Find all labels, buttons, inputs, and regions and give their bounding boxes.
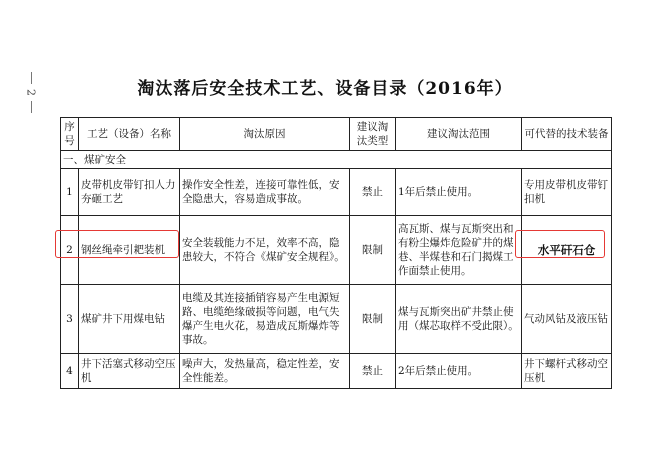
row-reason: 安全装载能力不足，效率不高，隐患较大，不符合《煤矿安全规程》。 xyxy=(180,216,350,285)
row-index: 1 xyxy=(61,169,79,216)
row-type: 限制 xyxy=(350,216,396,285)
row-name: 皮带机皮带钉扣人力夯砸工艺 xyxy=(79,169,180,216)
row-name: 井下活塞式移动空压机 xyxy=(79,354,180,389)
row-index: 4 xyxy=(61,354,79,389)
header-substitute: 可代替的技术装备 xyxy=(522,118,612,151)
document-title: 淘汰落后安全技术工艺、设备目录（2016年） xyxy=(137,79,513,99)
page-number-dash-bottom xyxy=(31,101,32,113)
row-scope: 1年后禁止使用。 xyxy=(396,169,522,216)
table-row xyxy=(61,285,612,354)
header-index: 序号 xyxy=(61,118,79,151)
header-reason: 淘汰原因 xyxy=(180,118,350,151)
table-row xyxy=(61,169,612,216)
row-scope: 2年后禁止使用。 xyxy=(396,354,522,389)
row-type: 限制 xyxy=(350,285,396,354)
row-name: 钢丝绳牵引耙装机 xyxy=(79,216,180,285)
highlight-box-equipment-name xyxy=(55,230,179,258)
header-type: 建议淘汰类型 xyxy=(350,118,396,151)
row-substitute: 水平矸石仓 xyxy=(522,216,612,285)
table-header-row xyxy=(61,118,612,151)
section-title: 一、煤矿安全 xyxy=(61,151,612,169)
row-reason: 操作安全性差，连接可靠性低，安全隐患大，容易造成事故。 xyxy=(180,169,350,216)
row-substitute: 井下螺杆式移动空压机 xyxy=(522,354,612,389)
row-index: 2 xyxy=(61,216,79,285)
row-scope: 高瓦斯、煤与瓦斯突出和有粉尘爆炸危险矿井的煤巷、半煤巷和石门揭煤工作面禁止使用。 xyxy=(396,216,522,285)
row-index: 3 xyxy=(61,285,79,354)
row-name: 煤矿井下用煤电钻 xyxy=(79,285,180,354)
row-type: 禁止 xyxy=(350,354,396,389)
row-reason: 噪声大，发热量高，稳定性差，安全性能差。 xyxy=(180,354,350,389)
row-type: 禁止 xyxy=(350,169,396,216)
table-row xyxy=(61,354,612,389)
row-reason: 电缆及其连接插销容易产生电源短路、电缆绝缘破损等问题，电气失爆产生电火花，易造成瓦斯爆炸等事故。 xyxy=(180,285,350,354)
header-name: 工艺（设备）名称 xyxy=(79,118,180,151)
highlight-box-substitute xyxy=(515,230,605,258)
row-substitute: 专用皮带机皮带钉扣机 xyxy=(522,169,612,216)
header-scope: 建议淘汰范围 xyxy=(396,118,522,151)
section-row xyxy=(61,151,612,169)
row-substitute: 气动风钻及液压钻 xyxy=(522,285,612,354)
row-scope: 煤与瓦斯突出矿井禁止使用（煤芯取样不受此限）。 xyxy=(396,285,522,354)
page-number: 2 xyxy=(24,89,38,96)
